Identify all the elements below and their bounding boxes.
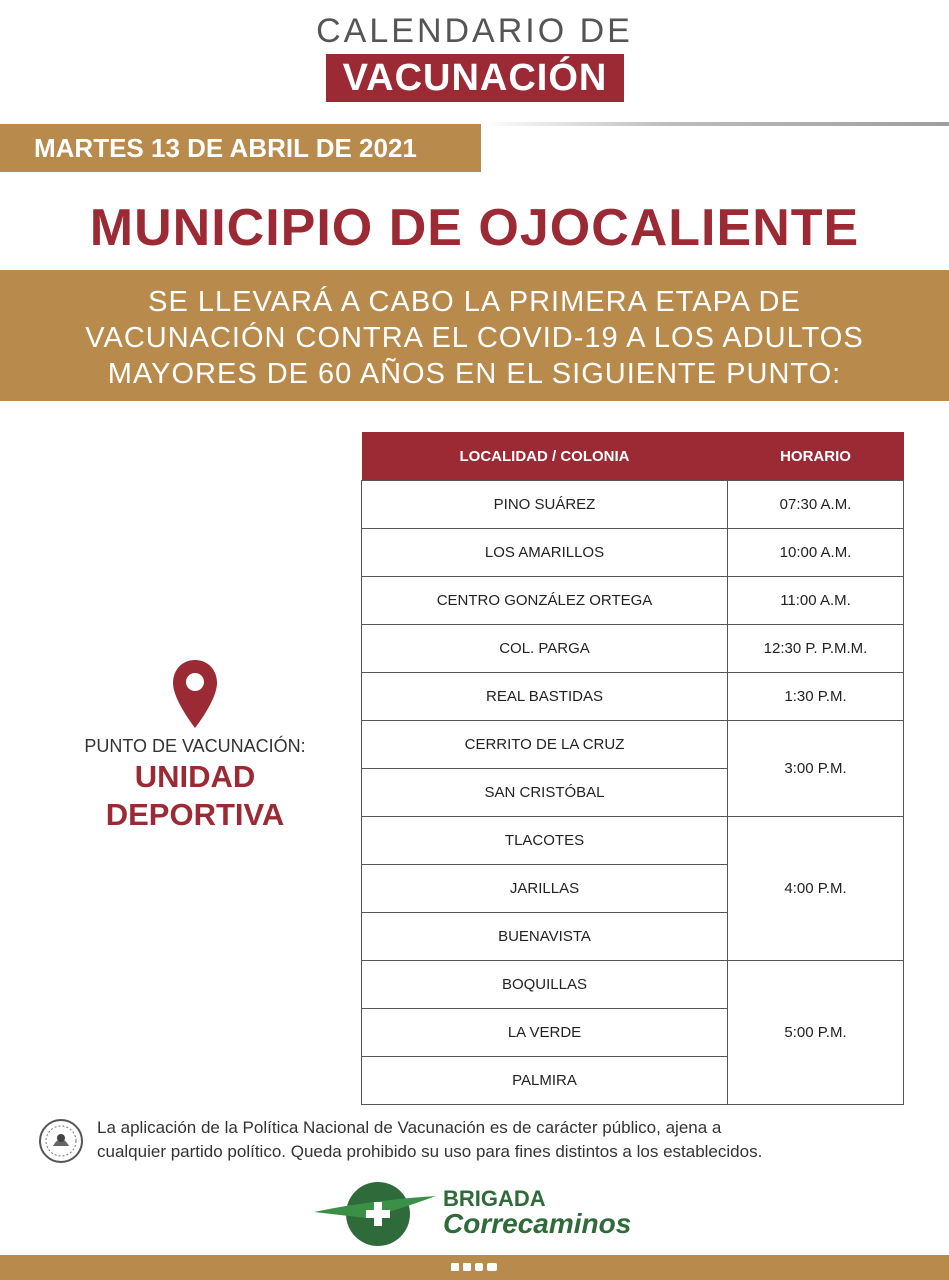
horario-cell: 3:00 P.M. [728, 721, 904, 817]
vaccination-point-name-line2: DEPORTIVA [105, 797, 285, 832]
horario-cell: 12:30 P. P.M.M. [728, 625, 904, 673]
vaccination-point-label: PUNTO DE VACUNACIÓN: [84, 736, 306, 756]
twitter-icon [463, 1263, 471, 1271]
table-row [362, 961, 904, 1009]
location-pin-icon [171, 658, 219, 730]
localidad-cell: LA VERDE [362, 1009, 728, 1057]
brigada-logo-icon [312, 1178, 440, 1250]
info-banner [0, 270, 949, 401]
facebook-icon [451, 1263, 459, 1271]
instagram-icon [475, 1263, 483, 1271]
banner-line-3: MAYORES DE 60 AÑOS EN EL SIGUIENTE PUNTO: [107, 358, 842, 390]
localidad-cell: BUENAVISTA [362, 913, 728, 961]
footer-disclaimer-line1: La aplicación de la Política Nacional de Vacunación es de carácter público, ajena a [97, 1118, 722, 1137]
horario-cell: 5:00 P.M. [728, 961, 904, 1105]
localidad-cell: REAL BASTIDAS [362, 673, 728, 721]
header-localidad: LOCALIDAD / COLONIA [362, 432, 728, 481]
youtube-icon [487, 1263, 497, 1271]
footer-disclaimer [97, 1116, 927, 1164]
table-row [362, 817, 904, 865]
date-bar: MARTES 13 DE ABRIL DE 2021 [0, 124, 481, 172]
localidad-cell: JARILLAS [362, 865, 728, 913]
horario-cell: 11:00 A.M. [728, 577, 904, 625]
horario-cell: 07:30 A.M. [728, 481, 904, 529]
localidad-cell: CERRITO DE LA CRUZ [362, 721, 728, 769]
localidad-cell: BOQUILLAS [362, 961, 728, 1009]
localidad-cell: PINO SUÁREZ [362, 481, 728, 529]
schedule-table [361, 432, 904, 1105]
table-row [362, 673, 904, 721]
localidad-cell: LOS AMARILLOS [362, 529, 728, 577]
table-header-row [362, 432, 904, 481]
national-seal-icon [38, 1118, 84, 1164]
table-row [362, 577, 904, 625]
header-horario: HORARIO [728, 432, 904, 481]
table-row [362, 481, 904, 529]
header-title-line2: VACUNACIÓN [326, 54, 624, 102]
social-icons [451, 1262, 499, 1272]
localidad-cell: COL. PARGA [362, 625, 728, 673]
table-row [362, 625, 904, 673]
header-title-line1: CALENDARIO DE [316, 12, 633, 50]
horario-cell: 4:00 P.M. [728, 817, 904, 961]
localidad-cell: PALMIRA [362, 1057, 728, 1105]
localidad-cell: TLACOTES [362, 817, 728, 865]
brigada-title: BRIGADA [443, 1186, 546, 1211]
localidad-cell: SAN CRISTÓBAL [362, 769, 728, 817]
horario-cell: 1:30 P.M. [728, 673, 904, 721]
table-row [362, 721, 904, 769]
horario-cell: 10:00 A.M. [728, 529, 904, 577]
vaccination-point [40, 658, 350, 833]
footer-disclaimer-line2: cualquier partido político. Queda prohibido su uso para fines distintos a los establecidos. [97, 1142, 763, 1161]
date-shadow-line [481, 122, 949, 126]
table-row [362, 529, 904, 577]
localidad-cell: CENTRO GONZÁLEZ ORTEGA [362, 577, 728, 625]
brigada-subtitle: Correcaminos [443, 1208, 632, 1239]
vaccination-point-name-line1: UNIDAD [134, 759, 256, 794]
banner-line-2: VACUNACIÓN CONTRA EL COVID-19 A LOS ADULTOS [85, 322, 864, 354]
municipio-title: MUNICIPIO DE OJOCALIENTE [89, 199, 860, 257]
banner-line-1: SE LLEVARÁ A CABO LA PRIMERA ETAPA DE [148, 286, 801, 318]
